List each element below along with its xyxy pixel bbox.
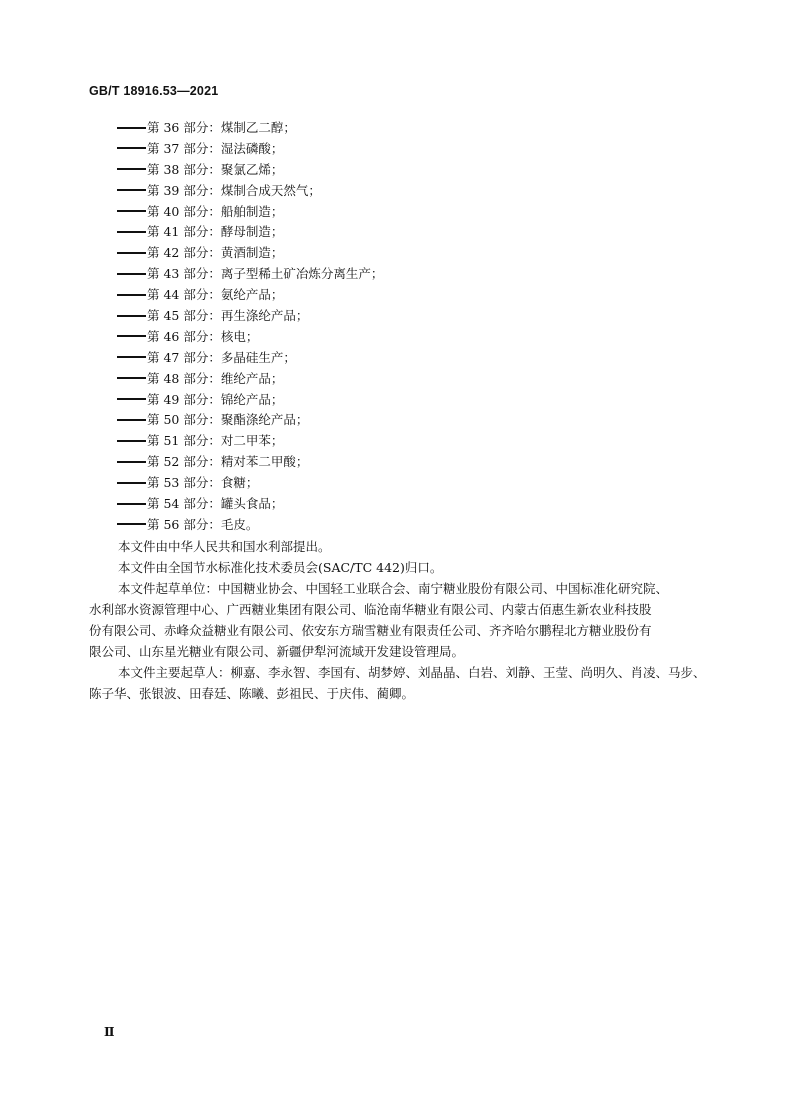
list-item	[117, 452, 383, 473]
part-label: 第 44 部分：氨纶产品；	[147, 287, 284, 303]
list-item	[117, 390, 383, 411]
part-label: 第 42 部分：黄酒制造；	[147, 245, 284, 261]
em-dash	[117, 419, 146, 421]
list-item	[117, 431, 383, 452]
em-dash	[117, 252, 146, 254]
list-item	[117, 202, 383, 223]
em-dash	[117, 461, 146, 463]
list-item	[117, 306, 383, 327]
em-dash	[117, 440, 146, 442]
part-label: 第 43 部分：离子型稀土矿冶炼分离生产；	[147, 266, 384, 282]
em-dash	[117, 168, 146, 170]
em-dash	[117, 147, 146, 149]
part-label: 第 36 部分：煤制乙二醇；	[147, 120, 296, 135]
em-dash	[117, 273, 146, 275]
parts-list	[117, 118, 383, 536]
text-line: 本文件起草单位：中国糖业协会、中国轻工业联合会、南宁糖业股份有限公司、中国标准化研究院、	[118, 581, 669, 596]
proposed-by-paragraph: 本文件由中华人民共和国水利部提出。	[118, 539, 331, 554]
part-label: 第 50 部分：聚酯涤纶产品；	[147, 412, 309, 428]
part-label: 第 39 部分：煤制合成天然气；	[147, 182, 321, 198]
em-dash	[117, 482, 146, 484]
part-label: 第 38 部分：聚氯乙烯；	[147, 161, 284, 177]
list-item	[117, 222, 383, 243]
em-dash	[117, 523, 146, 525]
part-label: 第 49 部分：锦纶产品；	[147, 391, 284, 407]
em-dash	[117, 210, 146, 212]
text-line: 本文件主要起草人：柳嘉、李永智、李国有、胡梦婷、刘晶晶、白岩、刘静、王莹、尚明久、肖凌、马步、	[118, 665, 706, 680]
em-dash	[117, 294, 146, 296]
part-label: 第 54 部分：罐头食品；	[147, 496, 284, 512]
list-item	[117, 348, 383, 369]
part-label: 第 51 部分：对二甲苯；	[147, 433, 284, 449]
page-number: Ⅱ	[104, 1025, 115, 1039]
list-item	[117, 285, 383, 306]
list-item	[117, 243, 383, 264]
em-dash	[117, 503, 146, 505]
foreword-paragraphs	[89, 536, 709, 704]
em-dash	[117, 127, 146, 129]
part-label: 第 46 部分：核电；	[147, 328, 259, 344]
part-label: 第 47 部分：多晶硅生产；	[147, 349, 296, 365]
em-dash	[117, 335, 146, 337]
part-label: 第 48 部分：维纶产品；	[147, 370, 284, 386]
text-line: 水利部水资源管理中心、广西糖业集团有限公司、临沧南华糖业有限公司、内蒙古佰惠生新农业科技股	[89, 602, 652, 617]
drafting-units-paragraph	[89, 578, 709, 662]
list-item	[117, 181, 383, 202]
part-label: 第 37 部分：湿法磷酸；	[147, 140, 284, 156]
drafters-paragraph	[89, 662, 709, 704]
standard-code-header: GB/T 18916.53—2021	[89, 84, 219, 98]
text-line: 陈子华、张银波、田春廷、陈曦、彭祖民、于庆伟、蔺卿。	[89, 686, 415, 701]
part-label: 第 40 部分：船舶制造；	[147, 203, 284, 219]
em-dash	[117, 315, 146, 317]
em-dash	[117, 377, 146, 379]
centralized-by-paragraph: 本文件由全国节水标准化技术委员会(SAC/TC 442)归口。	[118, 560, 443, 575]
part-label: 第 56 部分：毛皮。	[147, 516, 259, 532]
em-dash	[117, 231, 146, 233]
list-item	[117, 160, 383, 181]
list-item	[117, 515, 383, 536]
part-label: 第 41 部分：酵母制造；	[147, 224, 284, 240]
list-item	[117, 369, 383, 390]
em-dash	[117, 189, 146, 191]
list-item	[117, 139, 383, 160]
list-item	[117, 327, 383, 348]
list-item	[117, 264, 383, 285]
part-label: 第 52 部分：精对苯二甲酸；	[147, 454, 309, 470]
list-item	[117, 118, 383, 139]
part-label: 第 45 部分：再生涤纶产品；	[147, 308, 309, 324]
text-line: 限公司、山东星光糖业有限公司、新疆伊犁河流域开发建设管理局。	[89, 644, 465, 659]
list-item	[117, 473, 383, 494]
list-item	[117, 494, 383, 515]
part-label: 第 53 部分：食糖；	[147, 475, 259, 491]
em-dash	[117, 356, 146, 358]
em-dash	[117, 398, 146, 400]
text-line: 份有限公司、赤峰众益糖业有限公司、依安东方瑞雪糖业有限责任公司、齐齐哈尔鹏程北方糖业股份有	[89, 623, 652, 638]
list-item	[117, 410, 383, 431]
